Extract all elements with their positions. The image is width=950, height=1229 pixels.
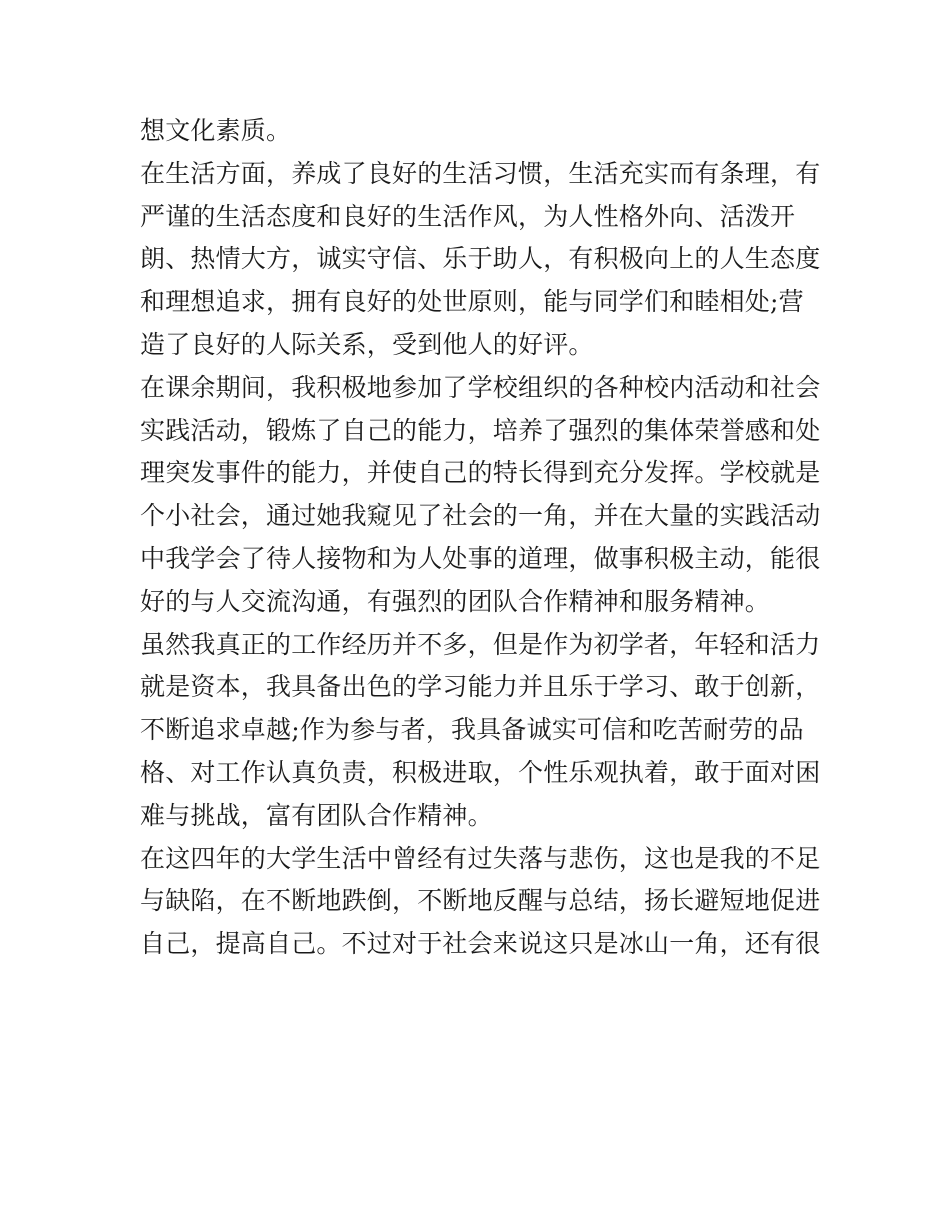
text-line: 与缺陷，在不断地跌倒，不断地反醒与总结，扬长避短地促进 xyxy=(140,886,821,916)
text-line: 不断追求卓越;作为参与者，我具备诚实可信和吃苦耐劳的品 xyxy=(140,715,804,745)
text-line: 想文化素质。 xyxy=(140,116,292,145)
text-line: 和理想追求，拥有良好的处世原则，能与同学们和睦相处;营 xyxy=(140,287,804,317)
text-line: 在这四年的大学生活中曾经有过失落与悲伤，这也是我的不足 xyxy=(140,843,821,873)
text-line: 就是资本，我具备出色的学习能力并且乐于学习、敢于创新， xyxy=(140,672,821,702)
text-line: 严谨的生活态度和良好的生活作风，为人性格外向、活泼开 xyxy=(140,201,796,231)
text-line: 在生活方面，养成了良好的生活习惯，生活充实而有条理，有 xyxy=(140,158,821,188)
text-line: 理突发事件的能力，并使自己的特长得到充分发挥。学校就是 xyxy=(140,458,821,488)
text-line: 中我学会了待人接物和为人处事的道理，做事积极主动，能很 xyxy=(140,543,821,573)
text-line: 朗、热情大方，诚实守信、乐于助人，有积极向上的人生态度 xyxy=(140,244,821,274)
text-line: 在课余期间，我积极地参加了学校组织的各种校内活动和社会 xyxy=(140,372,821,402)
text-line: 实践活动，锻炼了自己的能力，培养了强烈的集体荣誉感和处 xyxy=(140,415,821,445)
text-line: 好的与人交流沟通，有强烈的团队合作精神和服务精神。 xyxy=(140,586,771,616)
text-line: 格、对工作认真负责，积极进取，个性乐观执着，敢于面对困 xyxy=(140,757,821,787)
document-body xyxy=(140,110,820,966)
text-line: 难与挑战，富有团队合作精神。 xyxy=(140,800,493,830)
text-line: 虽然我真正的工作经历并不多，但是作为初学者，年轻和活力 xyxy=(140,629,821,659)
text-line: 个小社会，通过她我窥见了社会的一角，并在大量的实践活动 xyxy=(140,501,821,531)
text-line: 自己，提高自己。不过对于社会来说这只是冰山一角，还有很 xyxy=(140,929,821,959)
text-line: 造了良好的人际关系，受到他人的好评。 xyxy=(140,329,594,359)
